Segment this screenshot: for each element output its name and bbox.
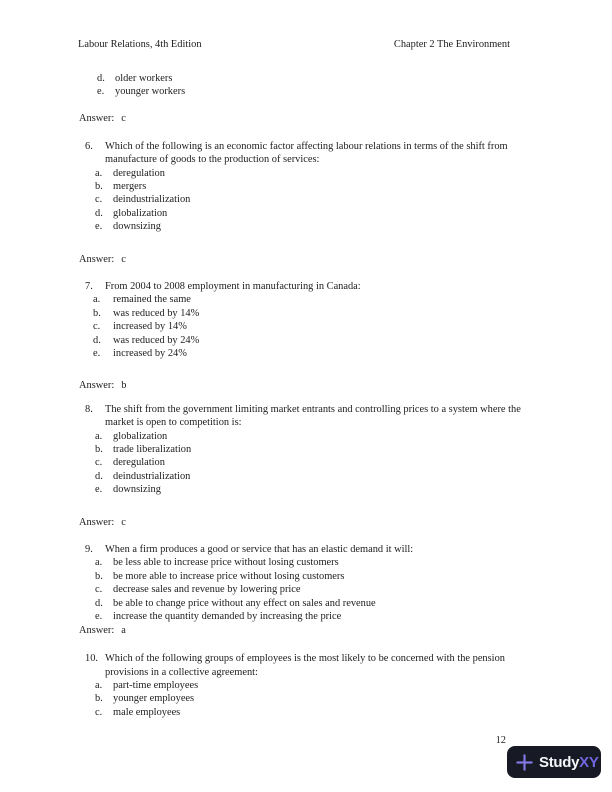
answer-line xyxy=(79,516,612,529)
option-text: deregulation xyxy=(113,167,165,179)
question-text xyxy=(105,280,587,293)
option-letter: e. xyxy=(93,348,101,359)
option-text: decrease sales and revenue by lowering price xyxy=(113,584,301,596)
option-row xyxy=(95,706,612,719)
question-text-line: market is open to competition is: xyxy=(105,417,242,429)
answer-value: a xyxy=(121,625,126,637)
option-letter: b. xyxy=(95,180,103,192)
option-row xyxy=(97,72,612,85)
option-row xyxy=(95,470,612,483)
question-text-line: Which of the following is an economic factor affecting labour relations in terms of the shift from xyxy=(105,140,508,152)
option-row xyxy=(95,570,612,583)
option-letter: c. xyxy=(93,321,101,333)
brand-wordmark xyxy=(539,755,599,770)
answer-label: Answer: xyxy=(79,516,115,528)
answer-value: b xyxy=(121,380,127,392)
question-10-options xyxy=(0,679,612,719)
option-row xyxy=(95,443,612,456)
option-text: downsizing xyxy=(113,484,161,496)
question-number: 7. xyxy=(85,280,93,292)
option-text: increase the quantity demanded by increasing the price xyxy=(113,611,342,623)
question-text xyxy=(105,543,587,556)
option-row xyxy=(95,692,612,705)
option-row xyxy=(95,456,612,469)
option-row xyxy=(95,220,612,233)
option-letter: a. xyxy=(95,557,103,569)
option-text: was reduced by 24% xyxy=(113,334,200,346)
answer-line xyxy=(79,112,612,125)
option-letter: c. xyxy=(95,457,103,469)
option-text: part-time employees xyxy=(113,680,199,692)
option-text: downsizing xyxy=(113,221,161,233)
option-row xyxy=(95,679,612,692)
option-letter: e. xyxy=(95,484,103,496)
option-letter: b. xyxy=(95,444,103,456)
question-10 xyxy=(0,652,612,679)
question-number: 9. xyxy=(85,544,93,556)
option-row xyxy=(95,193,612,206)
option-text: younger employees xyxy=(113,693,195,705)
option-text: deregulation xyxy=(113,457,165,469)
option-row xyxy=(97,85,612,98)
answer-line xyxy=(79,624,612,637)
option-row xyxy=(95,597,612,610)
question-6-options xyxy=(0,167,612,234)
option-letter: d. xyxy=(97,73,105,84)
option-letter: b. xyxy=(95,570,103,582)
option-text: be less able to increase price without losing customers xyxy=(113,557,339,569)
question-number: 8. xyxy=(85,403,93,415)
option-row xyxy=(93,293,612,306)
question-text-line: provisions in a collective agreement: xyxy=(105,666,258,678)
option-letter: e. xyxy=(95,221,103,233)
answer-line xyxy=(79,253,612,266)
option-row xyxy=(93,334,612,347)
brand-study-text: Study xyxy=(539,753,580,771)
option-letter: a. xyxy=(95,680,103,692)
answer-value: c xyxy=(121,112,126,124)
header-left-title: Labour Relations, 4th Edition xyxy=(78,39,202,50)
option-letter: a. xyxy=(95,167,103,179)
option-letter: a. xyxy=(95,430,103,442)
option-letter: c. xyxy=(95,194,103,206)
question-text-line: manufacture of goods to the production of services: xyxy=(105,154,320,166)
answer-label: Answer: xyxy=(79,112,115,124)
question-text xyxy=(105,652,587,679)
option-letter: e. xyxy=(97,86,105,98)
question-9-options xyxy=(0,556,612,623)
option-letter: d. xyxy=(93,334,101,346)
question-number: 10. xyxy=(85,653,98,665)
option-text: remained the same xyxy=(113,294,191,306)
question-text xyxy=(105,140,587,167)
option-text: deindustrialization xyxy=(113,194,191,206)
question-8 xyxy=(0,403,612,430)
option-text: trade liberalization xyxy=(113,444,192,456)
option-letter: a. xyxy=(93,294,101,306)
question-text xyxy=(105,403,587,430)
option-row xyxy=(95,430,612,443)
option-row xyxy=(95,483,612,496)
option-letter: d. xyxy=(95,207,103,219)
question-text-line: Which of the following groups of employees is the most likely to be concerned with the pension xyxy=(105,653,505,665)
option-letter: c. xyxy=(95,584,103,596)
answer-value: c xyxy=(121,253,126,265)
option-text: increased by 24% xyxy=(113,348,187,359)
option-text: globalization xyxy=(113,207,168,219)
option-row xyxy=(95,583,612,596)
option-row xyxy=(95,610,612,623)
answer-value: c xyxy=(121,516,126,528)
question-text-line: When a firm produces a good or service that has an elastic demand it will: xyxy=(105,544,414,556)
question-text-line: From 2004 to 2008 employment in manufacturing in Canada: xyxy=(105,280,361,292)
option-row xyxy=(93,307,612,320)
question-8-options xyxy=(0,430,612,497)
question-7-options xyxy=(0,293,612,360)
answer-label: Answer: xyxy=(79,380,115,392)
option-letter: d. xyxy=(95,597,103,609)
option-letter: b. xyxy=(93,307,101,319)
page-number: 12 xyxy=(495,735,506,746)
carryover-options xyxy=(0,72,612,99)
option-row xyxy=(95,180,612,193)
question-9 xyxy=(0,543,612,556)
option-row xyxy=(93,347,612,360)
option-row xyxy=(95,167,612,180)
answer-line xyxy=(79,379,612,392)
answer-label: Answer: xyxy=(79,625,115,637)
option-row xyxy=(95,207,612,220)
option-text: younger workers xyxy=(115,86,186,98)
answer-label: Answer: xyxy=(79,253,115,265)
option-letter: d. xyxy=(95,470,103,482)
question-7 xyxy=(0,280,612,293)
option-text: older workers xyxy=(115,73,173,84)
question-6 xyxy=(0,140,612,167)
option-row xyxy=(95,556,612,569)
brand-xy-text: XY xyxy=(579,753,599,771)
option-text: globalization xyxy=(113,430,168,442)
option-text: male employees xyxy=(113,706,181,718)
page-header xyxy=(0,0,612,51)
header-right-title: Chapter 2 The Environment xyxy=(393,39,510,50)
plus-icon xyxy=(515,753,534,772)
question-number: 6. xyxy=(85,140,93,152)
option-text: be able to change price without any effect on sales and revenue xyxy=(113,597,376,609)
option-text: be more able to increase price without losing customers xyxy=(113,570,345,582)
option-letter: e. xyxy=(95,611,103,623)
option-text: was reduced by 14% xyxy=(113,307,200,319)
option-letter: b. xyxy=(95,693,103,705)
option-text: increased by 14% xyxy=(113,321,187,333)
option-text: deindustrialization xyxy=(113,470,191,482)
question-text-line: The shift from the government limiting market entrants and controlling prices to a system where the xyxy=(105,403,521,415)
option-letter: c. xyxy=(95,706,103,718)
option-row xyxy=(93,320,612,333)
studyxy-badge xyxy=(507,746,601,778)
option-text: mergers xyxy=(113,180,147,192)
